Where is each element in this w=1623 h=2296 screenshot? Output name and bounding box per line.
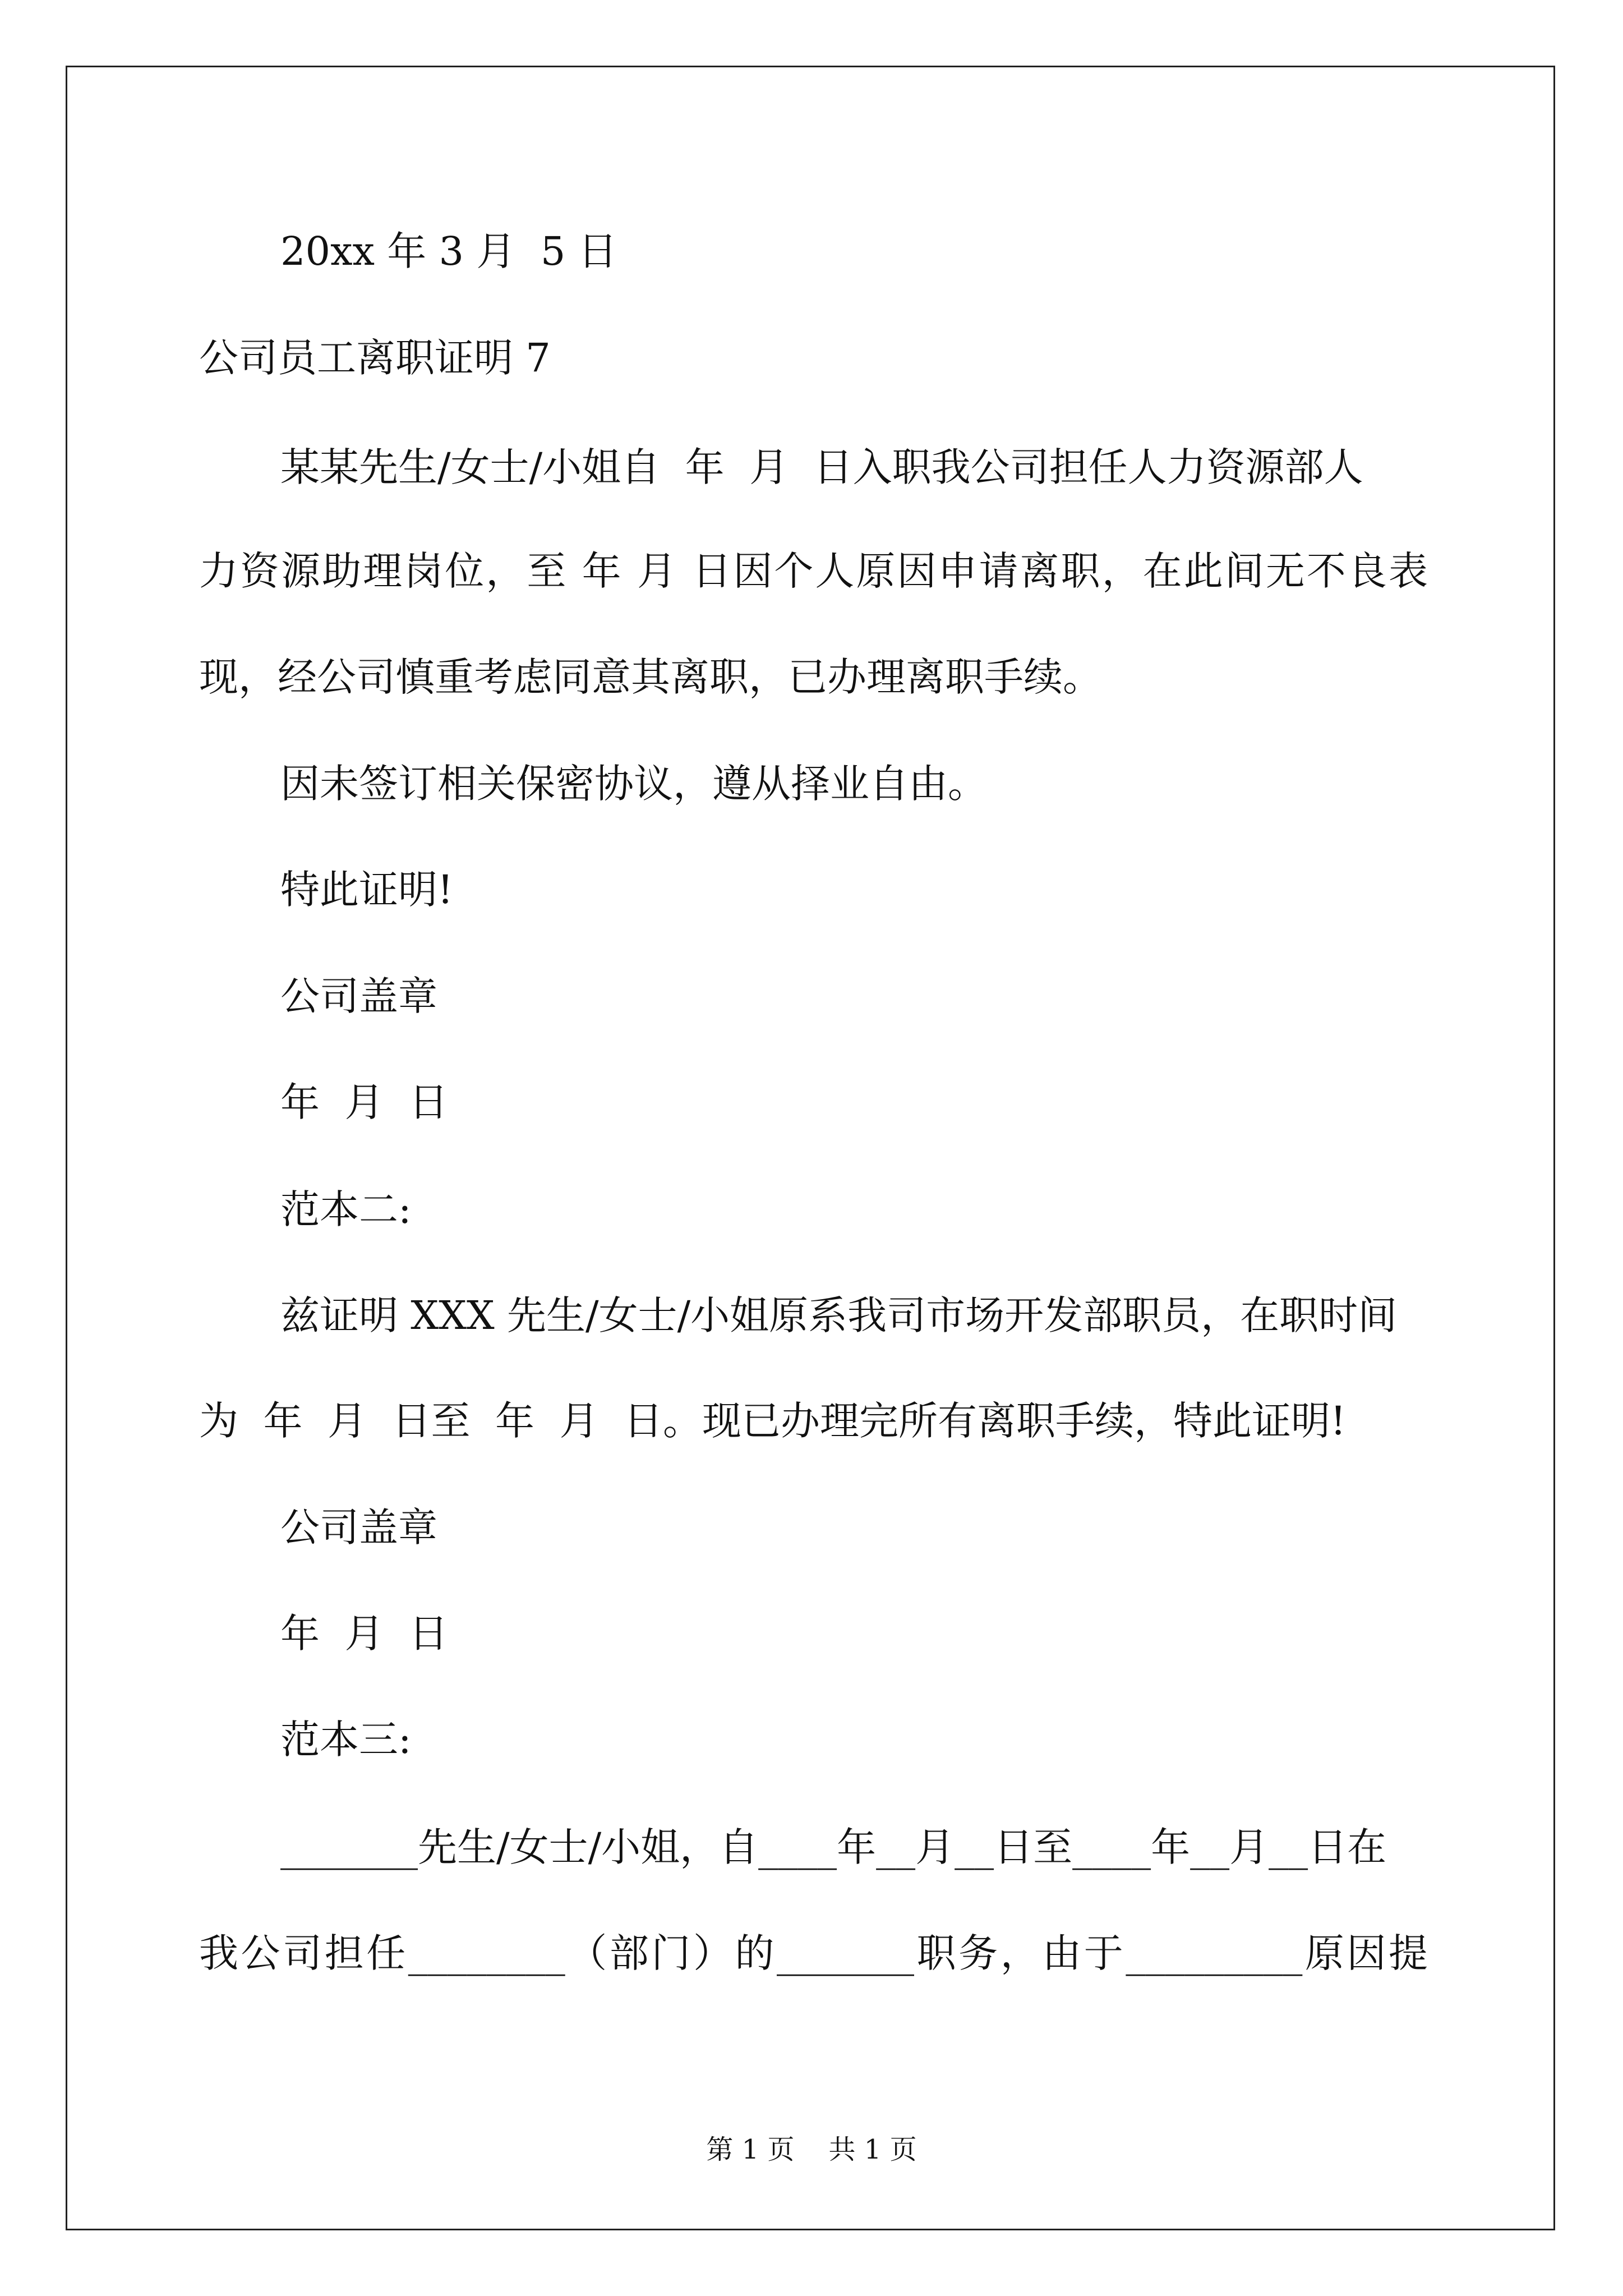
- date-line: 20xx 年 3 月 5 日: [280, 228, 617, 274]
- template-3-line-2: 我公司担任________（部门）的_______职务，由于_________原因提: [199, 1930, 1428, 1976]
- template-2-line-2: 为 年 月 日至 年 月 日。现已办理完所有离职手续，特此证明!: [199, 1398, 1347, 1444]
- paragraph-2: 因未签订相关保密协议，遵从择业自由。: [280, 761, 987, 807]
- template-2-heading: 范本二:: [280, 1186, 412, 1232]
- template-3-heading: 范本三:: [280, 1717, 412, 1763]
- company-seal-label-1: 公司盖章: [280, 973, 437, 1019]
- paragraph-1-line-3: 现，经公司慎重考虑同意其离职，已办理离职手续。: [199, 654, 1102, 700]
- paragraph-1-line-1: 某某先生/女士/小姐自 年 月 日入职我公司担任人力资源部人: [280, 444, 1363, 490]
- page-border: [66, 66, 1555, 2230]
- template-3-line-1: _______先生/女士/小姐，自____年__月__日至____年__月__日在: [280, 1824, 1387, 1870]
- date-placeholder-2: 年 月 日: [280, 1611, 449, 1657]
- certification-statement: 特此证明!: [280, 867, 454, 913]
- page-footer: 第 1 页 共 1 页: [706, 2134, 917, 2165]
- document-title: 公司员工离职证明 7: [199, 335, 551, 381]
- template-2-line-1: 兹证明 XXX 先生/女士/小姐原系我司市场开发部职员，在职时间: [280, 1292, 1398, 1338]
- company-seal-label-2: 公司盖章: [280, 1504, 437, 1550]
- paragraph-1-line-2: 力资源助理岗位，至 年 月 日因个人原因申请离职，在此间无不良表: [199, 548, 1428, 594]
- date-placeholder-1: 年 月 日: [280, 1079, 449, 1125]
